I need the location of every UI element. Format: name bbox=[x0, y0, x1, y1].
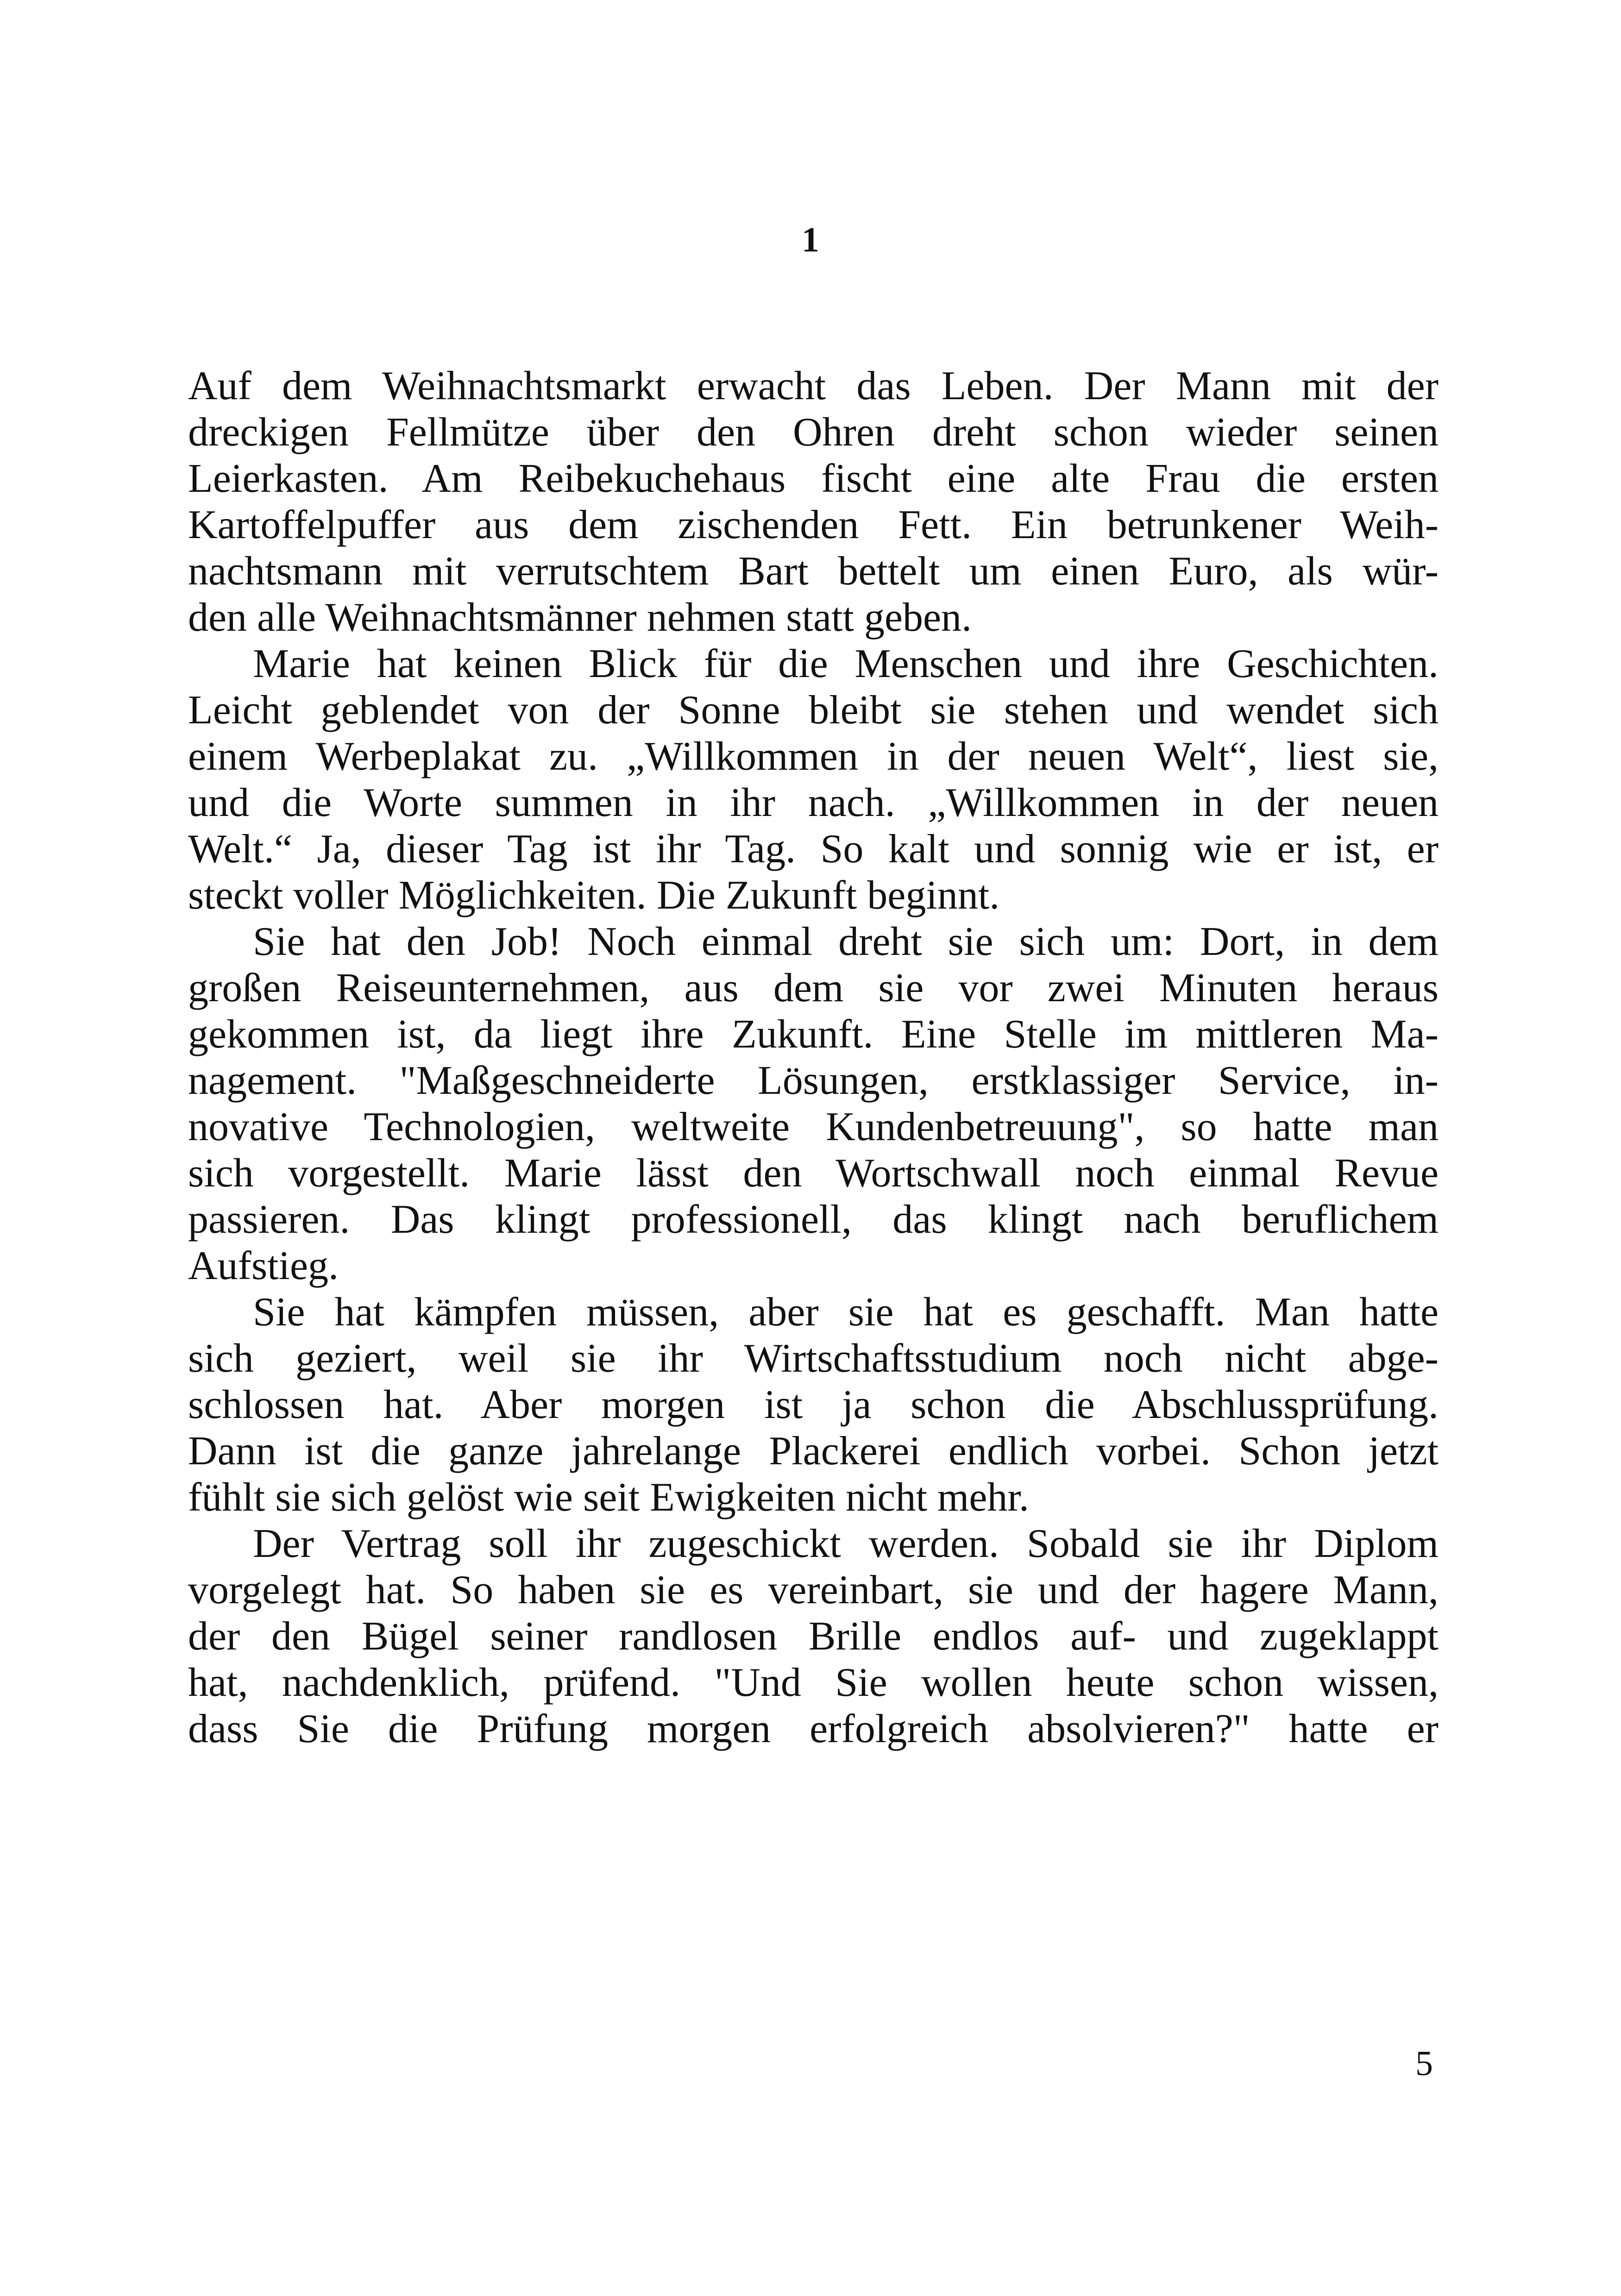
text-line: großen Reiseunternehmen, aus dem sie vor zwei Minuten heraus bbox=[188, 966, 1439, 1010]
text-line: dass Sie die Prüfung morgen erfolgreich absolvieren?" hatte er bbox=[188, 1706, 1439, 1751]
text-line: Auf dem Weihnachtsmarkt erwacht das Leben. Der Mann mit der bbox=[188, 364, 1439, 408]
paragraph bbox=[188, 363, 1439, 641]
text-line: Marie hat keinen Blick für die Menschen und ihre Geschichten. bbox=[253, 641, 1439, 686]
text-line: einem Werbeplakat zu. „Willkommen in der neuen Welt“, liest sie, bbox=[188, 734, 1439, 779]
text-line: sich vorgestellt. Marie lässt den Wortschwall noch einmal Revue bbox=[188, 1151, 1439, 1196]
chapter-number: 1 bbox=[802, 220, 819, 259]
text-line: der den Bügel seiner randlosen Brille endlos auf- und zugeklappt bbox=[188, 1614, 1439, 1659]
text-line: Der Vertrag soll ihr zugeschickt werden. Sobald sie ihr Diplom bbox=[253, 1521, 1439, 1566]
body-text bbox=[188, 363, 1439, 1752]
text-line: fühlt sie sich gelöst wie seit Ewigkeiten nicht mehr. bbox=[188, 1475, 1029, 1520]
text-line: Leierkasten. Am Reibekuchehaus fischt eine alte Frau die ersten bbox=[188, 456, 1439, 501]
paragraph bbox=[188, 919, 1439, 1289]
paragraph bbox=[188, 641, 1439, 919]
text-line: passieren. Das klingt professionell, das klingt nach beruflichem bbox=[188, 1197, 1439, 1242]
text-line: Welt.“ Ja, dieser Tag ist ihr Tag. So kalt und sonnig wie er ist, er bbox=[188, 827, 1439, 872]
text-line: sich geziert, weil sie ihr Wirtschaftsstudium noch nicht abge- bbox=[188, 1336, 1439, 1381]
text-line: Leicht geblendet von der Sonne bleibt sie stehen und wendet sich bbox=[188, 688, 1439, 733]
text-line: hat, nachdenklich, prüfend. "Und Sie wollen heute schon wissen, bbox=[188, 1660, 1439, 1705]
text-line: den alle Weihnachtsmänner nehmen statt geben. bbox=[188, 595, 972, 640]
text-line: Kartoffelpuffer aus dem zischenden Fett. Ein betrunkener Weih- bbox=[188, 502, 1439, 547]
text-line: und die Worte summen in ihr nach. „Willkommen in der neuen bbox=[188, 780, 1439, 825]
text-line: vorgelegt hat. So haben sie es vereinbart, sie und der hagere Mann, bbox=[188, 1568, 1439, 1612]
text-line: nagement. "Maßgeschneiderte Lösungen, erstklassiger Service, in- bbox=[188, 1058, 1439, 1103]
text-line: novative Technologien, weltweite Kundenbetreuung", so hatte man bbox=[188, 1104, 1439, 1149]
text-line: steckt voller Möglichkeiten. Die Zukunft beginnt. bbox=[188, 873, 1000, 918]
text-line: Dann ist die ganze jahrelange Plackerei endlich vorbei. Schon jetzt bbox=[188, 1429, 1439, 1474]
paragraph bbox=[188, 1289, 1439, 1521]
text-line: Sie hat den Job! Noch einmal dreht sie sich um: Dort, in dem bbox=[253, 919, 1439, 964]
text-line: nachtsmann mit verrutschtem Bart bettelt um einen Euro, als wür- bbox=[188, 549, 1439, 594]
text-line: dreckigen Fellmütze über den Ohren dreht schon wieder seinen bbox=[188, 410, 1439, 455]
text-line: gekommen ist, da liegt ihre Zukunft. Eine Stelle im mittleren Ma- bbox=[188, 1012, 1439, 1057]
text-line: Sie hat kämpfen müssen, aber sie hat es geschafft. Man hatte bbox=[253, 1290, 1439, 1335]
text-line: Aufstieg. bbox=[188, 1243, 339, 1288]
text-line: schlossen hat. Aber morgen ist ja schon die Abschlussprüfung. bbox=[188, 1382, 1439, 1427]
page-number: 5 bbox=[1415, 2044, 1433, 2083]
paragraph bbox=[188, 1521, 1439, 1752]
